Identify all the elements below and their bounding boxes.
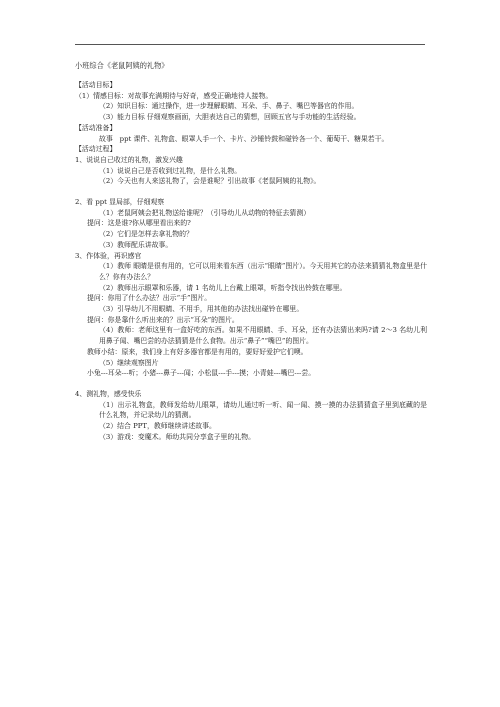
step2-heading: 2、看 ppt 显局部，仔细观察 <box>75 198 165 207</box>
prep-text: 故事 ppt 课件、礼物盒、眼罩人手一个、卡片、沙锤铃鼓和碰铃各一个、葡萄干、糖果若干。 <box>99 134 389 143</box>
process-heading: 【活动过程】 <box>75 145 117 154</box>
step2-question1: 提问：这是谁?你从哪里看出来的? <box>87 219 191 228</box>
step2-item2: （2）它们是怎样去拿礼物的？ <box>99 230 193 239</box>
objective-ability: （3）能力目标 仔细观察画面，大胆表达自己的猜想，回顾五官与手功能的生活经验。 <box>99 113 361 122</box>
objective-emotion: （1）情感目标：对故事充满期待与好奇，感受正确地待人接物。 <box>75 91 273 100</box>
header-rule <box>75 44 425 45</box>
step3-item2: （2）教师出示眼罩和乐器，请 1 名幼儿上台戴上眼罩，听指令找出铃鼓在哪里。 <box>99 283 347 292</box>
step3-summary: 教师小结：原来，我们身上有好多器官都是有用的，要好好爱护它们噢。 <box>87 347 308 356</box>
step3-organ-pairs: 小兔---耳朵---听；小猪---鼻子---闻；小松鼠---手---摸；小青蛙---嘴巴---尝。 <box>87 369 316 378</box>
document-body <box>75 80 427 443</box>
step3-question3: 提问：你是靠什么听出来的？出示“耳朵”的图片。 <box>87 315 239 324</box>
spacer <box>75 187 427 197</box>
step3-heading: 3、作体验，再识感官 <box>75 251 142 260</box>
objective-knowledge: （2）知识目标：通过操作，进一步理解眼睛、耳朵、手、鼻子、嘴巴等器官的作用。 <box>99 102 359 111</box>
step4-heading: 4、测礼物，感受快乐 <box>75 389 142 398</box>
prep-heading: 【活动准备】 <box>75 123 117 132</box>
step4-item1: （1）出示礼物盒，教师发给幼儿眼罩，请幼儿通过听一听、闻一闻、摸一摸的办法猜猜盒子里到底藏的是什么礼物，并记录幼儿的猜测。 <box>99 400 427 420</box>
spacer <box>75 379 427 389</box>
step1-item1: （1）说说自己是否收到过礼物，是什么礼物。 <box>99 166 242 175</box>
step3-item1: （1）教师 眼睛是很有用的，它可以用来看东西（出示“眼睛”图片）。今天用其它的办法来猜猜礼物盒里是什么？你有办法么？ <box>99 262 427 281</box>
document-title: 小班综合《老鼠阿姨的礼物》 <box>75 61 169 70</box>
step1-item2: （2）今天也有人来送礼物了，会是谁呢？引出故事《老鼠阿姨的礼物》。 <box>99 177 321 186</box>
step2-item3: （3）教师配乐讲故事。 <box>99 240 173 249</box>
step3-question2: 提问：你用了什么办法？出示“手”图片。 <box>87 294 212 303</box>
step3-item3: （3）引导幼儿不用眼睛、不用手，用其他的办法找出碰铃在哪里。 <box>99 305 304 314</box>
step3-item5: （5）继续观察图片 <box>99 358 159 367</box>
step2-item1: （1）老鼠阿姨会把礼物送给谁呢？（引导幼儿从动物的特征去猜测） <box>99 208 311 217</box>
step3-item4: （4）教师：老师这里有一盒好吃的东西。如果不用眼睛、手、耳朵，还有办法猜出来吗?请 2～3 名幼儿利用鼻子闻、嘴巴尝的办法猜猜是什么食物。出示“鼻子”“嘴巴”的图片。 <box>99 326 427 346</box>
step1-heading: 1、说说自己收过的礼物，激发兴趣 <box>75 155 183 164</box>
step4-item2: （2）结合 PPT，教师继续讲述故事。 <box>99 422 216 431</box>
objectives-heading: 【活动目标】 <box>75 81 117 89</box>
step4-item3: （3）游戏：变魔术。师幼共同分享盒子里的礼物。 <box>99 432 255 441</box>
